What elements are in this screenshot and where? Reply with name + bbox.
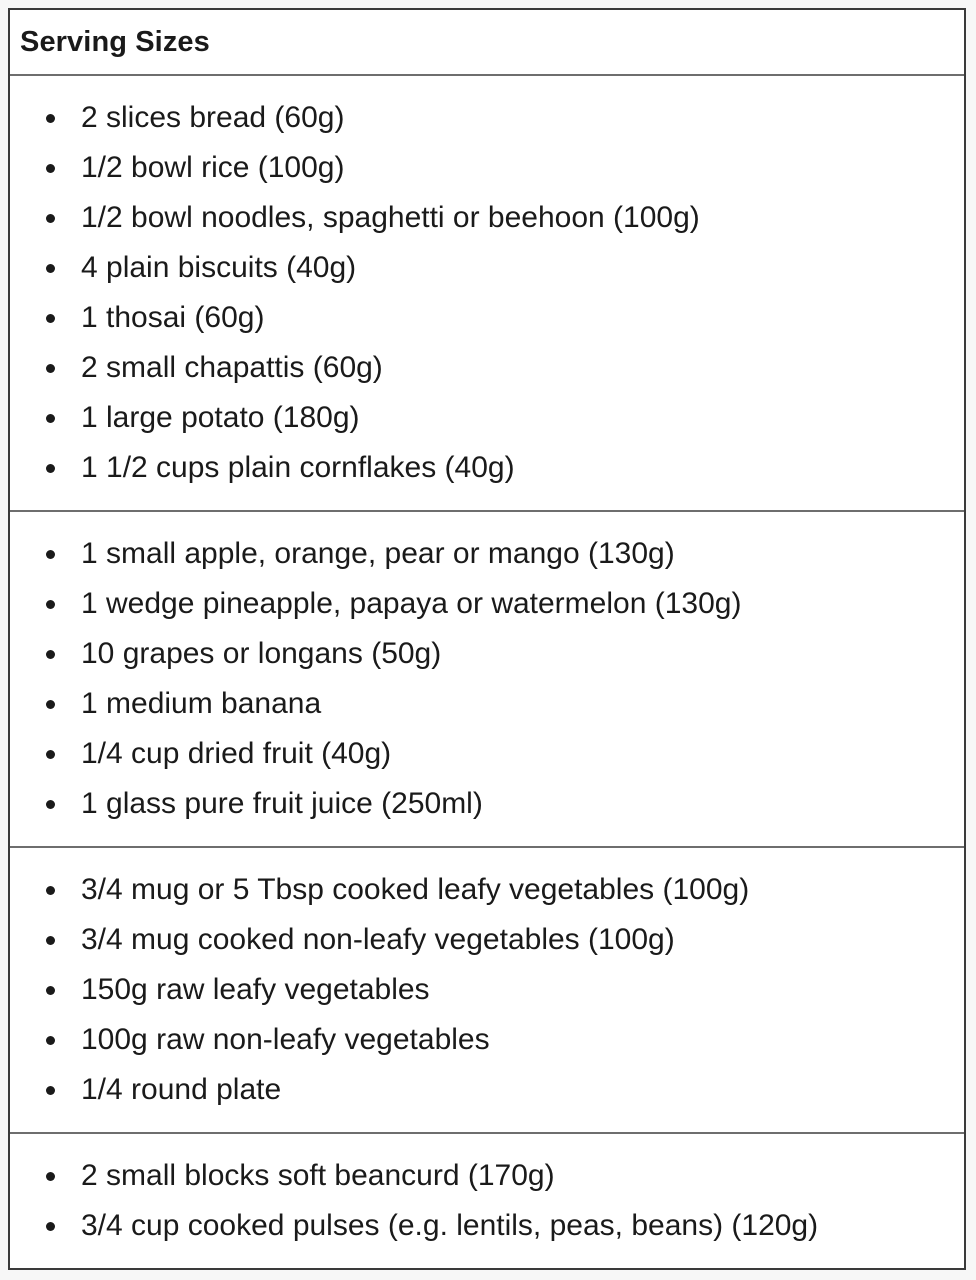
list-vegetables	[10, 865, 964, 1115]
list-item-text: 1 thosai (60g)	[81, 301, 265, 334]
bullet-icon	[46, 1086, 55, 1095]
list-item	[10, 393, 964, 443]
bullet-icon	[46, 886, 55, 895]
bullet-icon	[46, 600, 55, 609]
list-item-text: 1 small apple, orange, pear or mango (130g)	[81, 537, 675, 570]
bullet-icon	[46, 1172, 55, 1181]
list-item-text: 100g raw non-leafy vegetables	[81, 1023, 490, 1056]
list-item	[10, 343, 964, 393]
list-item	[10, 1015, 964, 1065]
list-item	[10, 93, 964, 143]
list-item	[10, 1151, 964, 1201]
list-item	[10, 529, 964, 579]
bullet-icon	[46, 164, 55, 173]
list-grains	[10, 93, 964, 493]
list-item	[10, 443, 964, 493]
table-header-title: Serving Sizes	[20, 25, 210, 58]
bullet-icon	[46, 114, 55, 123]
list-item	[10, 629, 964, 679]
bullet-icon	[46, 936, 55, 945]
serving-sizes-table	[8, 8, 966, 1270]
list-protein	[10, 1151, 964, 1251]
list-fruits	[10, 529, 964, 829]
bullet-icon	[46, 214, 55, 223]
list-item-text: 1/4 round plate	[81, 1073, 282, 1106]
list-item	[10, 679, 964, 729]
bullet-icon	[46, 314, 55, 323]
bullet-icon	[46, 1222, 55, 1231]
bullet-icon	[46, 264, 55, 273]
list-item	[10, 243, 964, 293]
list-item-text: 2 small chapattis (60g)	[81, 351, 383, 384]
bullet-icon	[46, 700, 55, 709]
section-grains	[10, 76, 964, 512]
list-item	[10, 915, 964, 965]
list-item-text: 2 slices bread (60g)	[81, 101, 345, 134]
list-item	[10, 143, 964, 193]
list-item-text: 1 large potato (180g)	[81, 401, 360, 434]
list-item-text: 1 wedge pineapple, papaya or watermelon (130g)	[81, 587, 742, 620]
list-item	[10, 865, 964, 915]
bullet-icon	[46, 650, 55, 659]
table-header	[10, 10, 964, 76]
list-item	[10, 193, 964, 243]
list-item-text: 3/4 mug or 5 Tbsp cooked leafy vegetables (100g)	[81, 873, 750, 906]
section-vegetables	[10, 848, 964, 1134]
bullet-icon	[46, 986, 55, 995]
list-item	[10, 579, 964, 629]
list-item-text: 1 1/2 cups plain cornflakes (40g)	[81, 451, 515, 484]
list-item-text: 1/2 bowl noodles, spaghetti or beehoon (100g)	[81, 201, 700, 234]
list-item	[10, 293, 964, 343]
list-item-text: 1 glass pure fruit juice (250ml)	[81, 787, 483, 820]
list-item-text: 3/4 cup cooked pulses (e.g. lentils, peas, beans) (120g)	[81, 1209, 819, 1242]
bullet-icon	[46, 364, 55, 373]
list-item-text: 1 medium banana	[81, 687, 322, 720]
bullet-icon	[46, 800, 55, 809]
list-item-text: 1/2 bowl rice (100g)	[81, 151, 345, 184]
bullet-icon	[46, 550, 55, 559]
bullet-icon	[46, 750, 55, 759]
list-item	[10, 729, 964, 779]
list-item-text: 150g raw leafy vegetables	[81, 973, 430, 1006]
list-item	[10, 1065, 964, 1115]
list-item-text: 3/4 mug cooked non-leafy vegetables (100g)	[81, 923, 675, 956]
list-item-text: 4 plain biscuits (40g)	[81, 251, 357, 284]
section-fruits	[10, 512, 964, 848]
bullet-icon	[46, 1036, 55, 1045]
bullet-icon	[46, 464, 55, 473]
section-protein	[10, 1134, 964, 1268]
bullet-icon	[46, 414, 55, 423]
list-item-text: 1/4 cup dried fruit (40g)	[81, 737, 392, 770]
list-item	[10, 965, 964, 1015]
list-item	[10, 1201, 964, 1251]
list-item	[10, 779, 964, 829]
list-item-text: 10 grapes or longans (50g)	[81, 637, 442, 670]
list-item-text: 2 small blocks soft beancurd (170g)	[81, 1159, 555, 1192]
